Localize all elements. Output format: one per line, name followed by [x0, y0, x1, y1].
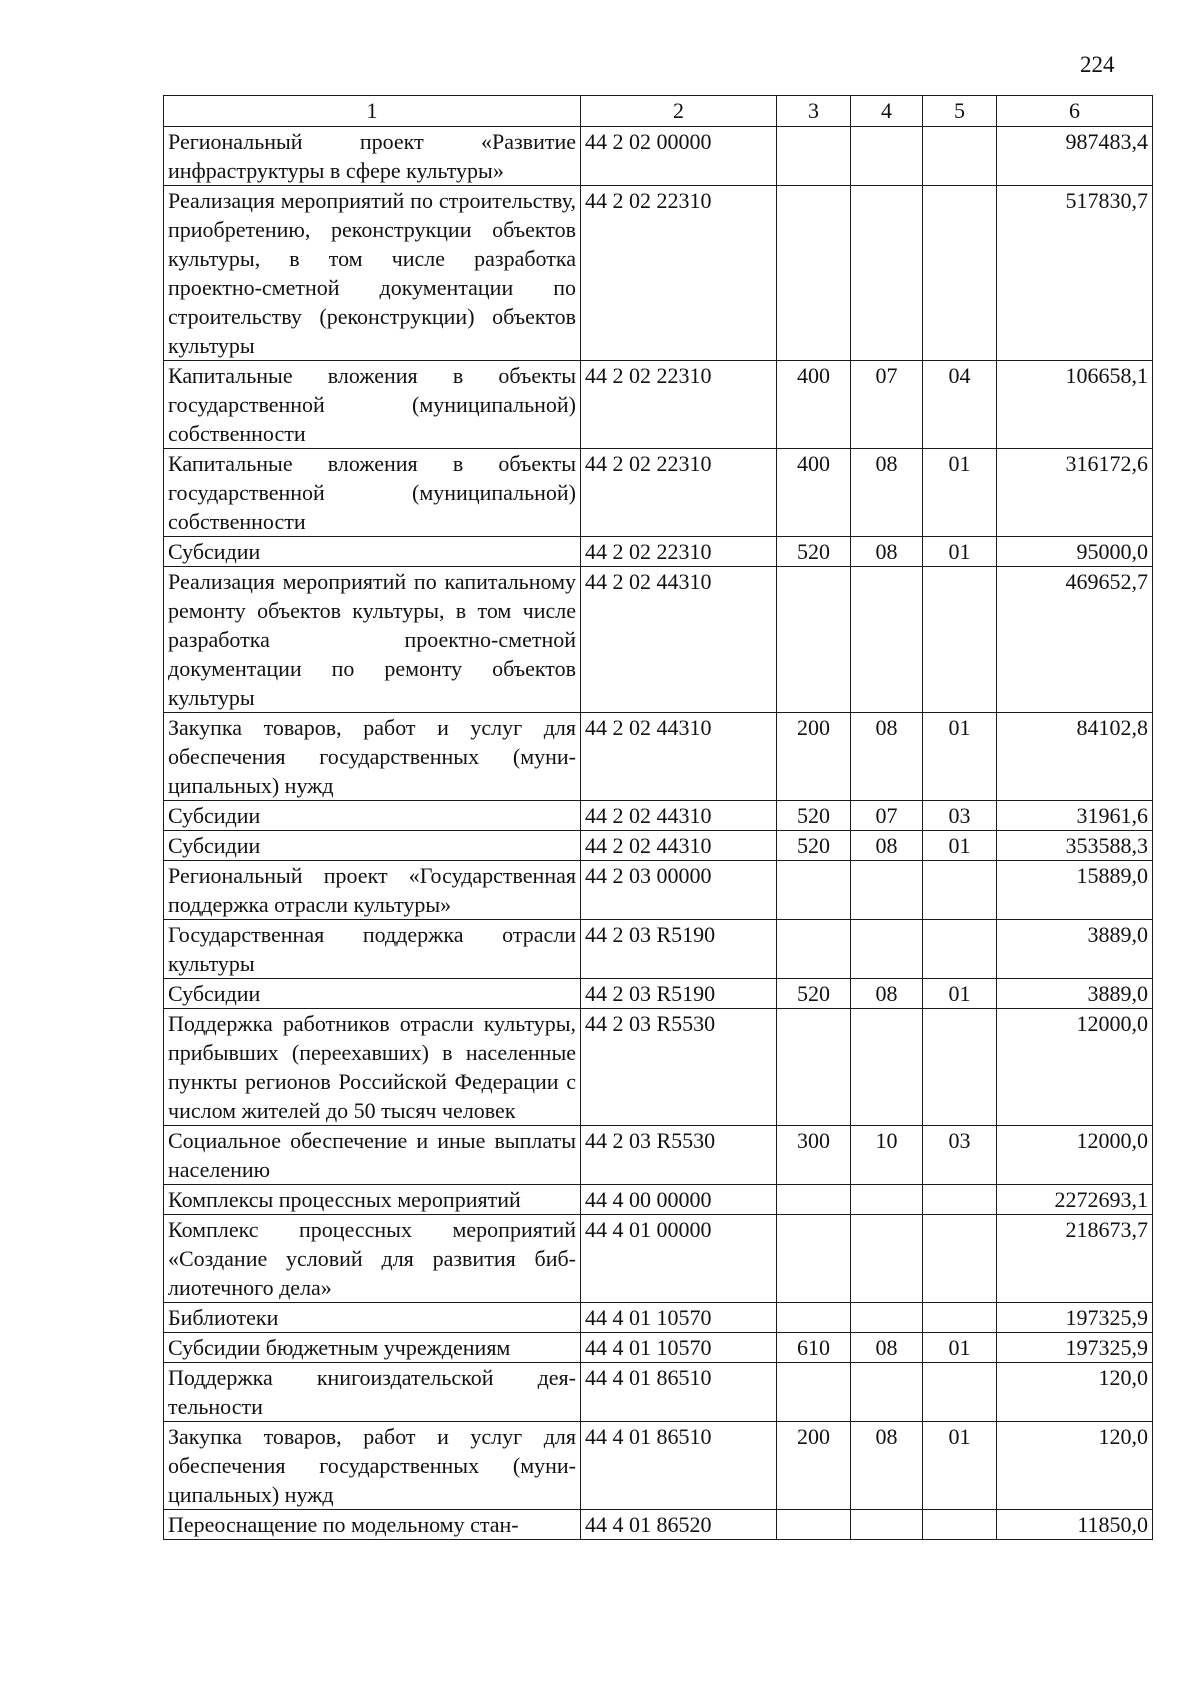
row-name-cell: Комплексы процессных мероприятий [164, 1185, 581, 1215]
row-code-cell: 44 2 03 R5190 [581, 979, 777, 1009]
row-code-cell: 44 2 02 44310 [581, 567, 777, 713]
budget-table [163, 95, 1153, 1540]
table-row [164, 449, 1153, 537]
row-c5-cell [923, 186, 997, 361]
row-code-cell: 44 2 03 R5530 [581, 1009, 777, 1126]
row-name-cell: Реализация мероприятий по строительству, приобретению, реконструкции объектов культуры, в том числе разработка проектно-сметной документации по строительству (реконструкции) объектов культуры [164, 186, 581, 361]
row-c5-cell: 01 [923, 449, 997, 537]
row-code-cell: 44 2 02 22310 [581, 186, 777, 361]
row-name-cell: Реализация мероприятий по капитальному ремонту объектов культуры, в том числе разработка проектно-сметной документации по ремонту объектов культуры [164, 567, 581, 713]
row-c4-cell [851, 1009, 923, 1126]
row-c4-cell: 07 [851, 361, 923, 449]
row-c3-cell [777, 1009, 851, 1126]
row-amount-cell: 197325,9 [997, 1333, 1153, 1363]
table-row [164, 1303, 1153, 1333]
table-row [164, 361, 1153, 449]
row-code-cell: 44 4 01 86510 [581, 1363, 777, 1422]
row-code-cell: 44 2 02 00000 [581, 127, 777, 186]
column-header: 4 [851, 96, 923, 127]
row-c3-cell: 520 [777, 801, 851, 831]
table-row [164, 831, 1153, 861]
row-name-cell: Государственная поддержка отрасли культуры [164, 920, 581, 979]
row-c4-cell: 08 [851, 831, 923, 861]
table-row [164, 1009, 1153, 1126]
row-name-cell: Субсидии [164, 801, 581, 831]
row-code-cell: 44 2 03 R5530 [581, 1126, 777, 1185]
row-c5-cell [923, 920, 997, 979]
row-c3-cell [777, 127, 851, 186]
row-name-cell: Поддержка работников отрасли культуры, прибывших (переехавших) в населенные пункты регионов Российской Федерации с числом жителей до 50 тысяч человек [164, 1009, 581, 1126]
row-c4-cell: 08 [851, 979, 923, 1009]
row-c5-cell: 04 [923, 361, 997, 449]
row-c5-cell [923, 567, 997, 713]
row-c3-cell: 300 [777, 1126, 851, 1185]
row-amount-cell: 2272693,1 [997, 1185, 1153, 1215]
row-code-cell: 44 2 02 44310 [581, 801, 777, 831]
row-amount-cell: 15889,0 [997, 861, 1153, 920]
column-header: 1 [164, 96, 581, 127]
row-c3-cell: 200 [777, 1422, 851, 1510]
row-c4-cell [851, 567, 923, 713]
row-amount-cell: 11850,0 [997, 1510, 1153, 1540]
row-c3-cell: 520 [777, 831, 851, 861]
row-c5-cell: 01 [923, 713, 997, 801]
table-body [164, 127, 1153, 1540]
row-amount-cell: 106658,1 [997, 361, 1153, 449]
row-c3-cell [777, 920, 851, 979]
row-name-cell: Региональный проект «Развитие инфраструктуры в сфере культуры» [164, 127, 581, 186]
row-c3-cell: 200 [777, 713, 851, 801]
row-c3-cell [777, 1510, 851, 1540]
row-c5-cell [923, 1363, 997, 1422]
row-c5-cell: 03 [923, 801, 997, 831]
table-row [164, 1510, 1153, 1540]
table-row [164, 979, 1153, 1009]
row-c5-cell [923, 1215, 997, 1303]
row-code-cell: 44 4 01 86510 [581, 1422, 777, 1510]
table-header-row [164, 96, 1153, 127]
row-name-cell: Библиотеки [164, 1303, 581, 1333]
row-c4-cell: 08 [851, 713, 923, 801]
page-number: 224 [1080, 52, 1115, 77]
row-amount-cell: 31961,6 [997, 801, 1153, 831]
row-c3-cell [777, 1303, 851, 1333]
row-c5-cell: 01 [923, 537, 997, 567]
table-row [164, 127, 1153, 186]
table-row [164, 1363, 1153, 1422]
table-row [164, 713, 1153, 801]
row-amount-cell: 3889,0 [997, 979, 1153, 1009]
table-row [164, 1333, 1153, 1363]
row-name-cell: Субсидии [164, 537, 581, 567]
row-code-cell: 44 2 02 44310 [581, 713, 777, 801]
table-row [164, 186, 1153, 361]
row-amount-cell: 120,0 [997, 1363, 1153, 1422]
row-c5-cell [923, 1185, 997, 1215]
row-name-cell: Капитальные вложения в объекты государственной (муниципальной) собственности [164, 449, 581, 537]
row-c4-cell [851, 861, 923, 920]
row-name-cell: Переоснащение по модельному стан- [164, 1510, 581, 1540]
row-amount-cell: 197325,9 [997, 1303, 1153, 1333]
row-c5-cell [923, 1303, 997, 1333]
table-row [164, 1185, 1153, 1215]
table-row [164, 1422, 1153, 1510]
row-amount-cell: 84102,8 [997, 713, 1153, 801]
row-c3-cell: 610 [777, 1333, 851, 1363]
row-code-cell: 44 4 00 00000 [581, 1185, 777, 1215]
row-c5-cell: 01 [923, 831, 997, 861]
table-row [164, 1126, 1153, 1185]
row-name-cell: Субсидии [164, 831, 581, 861]
row-c5-cell: 01 [923, 979, 997, 1009]
row-name-cell: Комплекс процессных мероприятий «Создание условий для развития библиотечного дела» [164, 1215, 581, 1303]
row-c4-cell [851, 1510, 923, 1540]
row-c5-cell [923, 127, 997, 186]
row-code-cell: 44 2 03 00000 [581, 861, 777, 920]
row-amount-cell: 120,0 [997, 1422, 1153, 1510]
row-c3-cell: 400 [777, 361, 851, 449]
row-name-cell: Поддержка книгоиздательской деятельности [164, 1363, 581, 1422]
row-amount-cell: 12000,0 [997, 1009, 1153, 1126]
row-amount-cell: 218673,7 [997, 1215, 1153, 1303]
row-amount-cell: 517830,7 [997, 186, 1153, 361]
row-c5-cell [923, 861, 997, 920]
column-header: 6 [997, 96, 1153, 127]
row-amount-cell: 12000,0 [997, 1126, 1153, 1185]
row-code-cell: 44 4 01 00000 [581, 1215, 777, 1303]
row-c5-cell [923, 1009, 997, 1126]
row-c3-cell [777, 567, 851, 713]
row-c3-cell: 520 [777, 979, 851, 1009]
table-row [164, 920, 1153, 979]
row-c3-cell: 520 [777, 537, 851, 567]
row-name-cell: Субсидии [164, 979, 581, 1009]
row-amount-cell: 353588,3 [997, 831, 1153, 861]
row-c3-cell [777, 1185, 851, 1215]
row-c3-cell [777, 1215, 851, 1303]
row-amount-cell: 316172,6 [997, 449, 1153, 537]
row-code-cell: 44 2 02 44310 [581, 831, 777, 861]
row-c4-cell: 07 [851, 801, 923, 831]
table-row [164, 1215, 1153, 1303]
row-c5-cell: 01 [923, 1422, 997, 1510]
row-amount-cell: 95000,0 [997, 537, 1153, 567]
row-name-cell: Социальное обеспечение и иные выплаты населению [164, 1126, 581, 1185]
row-c4-cell [851, 920, 923, 979]
row-name-cell: Капитальные вложения в объекты государственной (муниципальной) собственности [164, 361, 581, 449]
row-amount-cell: 3889,0 [997, 920, 1153, 979]
row-c4-cell: 10 [851, 1126, 923, 1185]
row-c5-cell: 01 [923, 1333, 997, 1363]
row-amount-cell: 469652,7 [997, 567, 1153, 713]
row-c5-cell [923, 1510, 997, 1540]
table-row [164, 861, 1153, 920]
row-name-cell: Региональный проект «Государственная поддержка отрасли культуры» [164, 861, 581, 920]
column-header: 2 [581, 96, 777, 127]
row-c4-cell [851, 1215, 923, 1303]
row-c4-cell [851, 1185, 923, 1215]
row-c4-cell [851, 186, 923, 361]
column-header: 3 [777, 96, 851, 127]
row-amount-cell: 987483,4 [997, 127, 1153, 186]
row-c4-cell [851, 1303, 923, 1333]
row-c4-cell: 08 [851, 1333, 923, 1363]
row-c4-cell [851, 1363, 923, 1422]
row-name-cell: Закупка товаров, работ и услуг для обеспечения государственных (муниципальных) нужд [164, 1422, 581, 1510]
row-c3-cell: 400 [777, 449, 851, 537]
row-code-cell: 44 4 01 86520 [581, 1510, 777, 1540]
row-c3-cell [777, 186, 851, 361]
row-name-cell: Субсидии бюджетным учреждениям [164, 1333, 581, 1363]
table-row [164, 801, 1153, 831]
row-c5-cell: 03 [923, 1126, 997, 1185]
row-c4-cell: 08 [851, 449, 923, 537]
table-row [164, 537, 1153, 567]
row-c3-cell [777, 1363, 851, 1422]
row-code-cell: 44 2 02 22310 [581, 537, 777, 567]
row-c4-cell: 08 [851, 1422, 923, 1510]
row-code-cell: 44 2 02 22310 [581, 449, 777, 537]
row-code-cell: 44 2 03 R5190 [581, 920, 777, 979]
row-c4-cell: 08 [851, 537, 923, 567]
column-header: 5 [923, 96, 997, 127]
row-name-cell: Закупка товаров, работ и услуг для обеспечения государственных (муниципальных) нужд [164, 713, 581, 801]
row-code-cell: 44 4 01 10570 [581, 1303, 777, 1333]
table-row [164, 567, 1153, 713]
row-code-cell: 44 2 02 22310 [581, 361, 777, 449]
row-c3-cell [777, 861, 851, 920]
row-code-cell: 44 4 01 10570 [581, 1333, 777, 1363]
row-c4-cell [851, 127, 923, 186]
